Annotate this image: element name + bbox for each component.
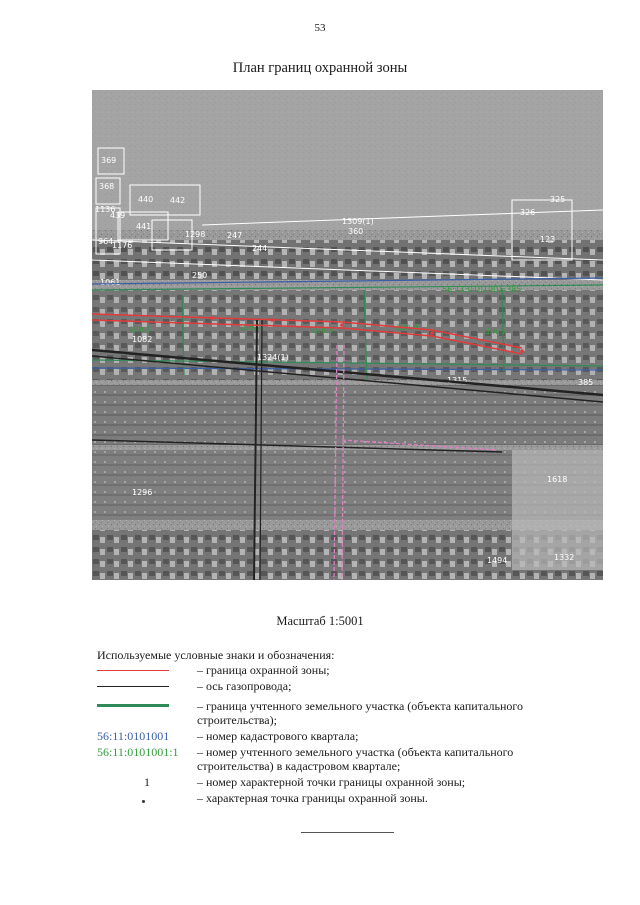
- svg-text:1324(1): 1324(1): [257, 353, 289, 362]
- svg-text:1136: 1136: [95, 205, 116, 214]
- svg-text:440: 440: [138, 195, 154, 204]
- svg-text:Шл.4: Шл.4: [397, 323, 419, 332]
- boundary-point-dot-icon: [97, 791, 197, 805]
- svg-text:325: 325: [550, 195, 566, 204]
- legend-text: – номер учтенного земельного участка (объекта капитального строительства) в кадастровом квартале;: [197, 745, 514, 773]
- page-title: План границ охранной зоны: [232, 60, 408, 76]
- svg-text:441: 441: [136, 222, 152, 231]
- cadastral-quarter-code: 56:11:0101001: [97, 729, 170, 743]
- legend-heading: Используемые условные знаки и обозначения:: [97, 648, 335, 662]
- svg-text:1298: 1298: [185, 230, 206, 239]
- legend-text: – ось газопровода;: [197, 679, 292, 693]
- legend-text: – номер кадастрового квартала;: [197, 729, 359, 743]
- footer-divider: [301, 832, 394, 833]
- svg-text:1296: 1296: [132, 488, 153, 497]
- pipeline-axis-line-symbol: [97, 679, 197, 693]
- legend-text: – характерная точка границы охранной зоны.: [197, 791, 428, 805]
- legend-item-boundary-point: [97, 791, 577, 805]
- legend-text: – граница охранной зоны;: [197, 663, 330, 677]
- svg-text:Шл.2: Шл.2: [240, 323, 262, 332]
- point-number-symbol: 1: [144, 775, 150, 789]
- svg-text:1061: 1061: [100, 278, 121, 287]
- svg-text:1618: 1618: [547, 475, 568, 484]
- svg-text:Шл.1: Шл.1: [130, 325, 152, 334]
- svg-text:368: 368: [99, 182, 115, 191]
- svg-text:326: 326: [520, 208, 536, 217]
- svg-text:244: 244: [252, 244, 268, 253]
- svg-text:Шл.3: Шл.3: [312, 326, 334, 335]
- svg-text:247: 247: [227, 231, 243, 240]
- parcel-number-code: 56:11:0101001:1: [97, 745, 179, 759]
- legend: [97, 663, 577, 807]
- page-number: 53: [314, 22, 326, 34]
- svg-text:Шл.5: Шл.5: [484, 327, 506, 336]
- legend-item-cadastral-quarter: [97, 729, 577, 743]
- svg-text:385: 385: [578, 378, 594, 387]
- svg-text:1082: 1082: [132, 335, 153, 344]
- svg-text:1309(1): 1309(1): [342, 217, 374, 226]
- svg-text:369: 369: [101, 156, 117, 165]
- svg-text:250: 250: [192, 271, 208, 280]
- legend-item-pipeline-axis: [97, 679, 577, 693]
- legend-item-parcel-number: [97, 745, 577, 773]
- svg-text:439: 439: [110, 211, 126, 220]
- svg-text:1315: 1315: [447, 376, 468, 385]
- legend-text: – номер характерной точки границы охранной зоны;: [197, 775, 466, 789]
- parcel-boundary-line-symbol: [97, 699, 197, 713]
- svg-text:1176: 1176: [112, 241, 133, 250]
- svg-text:360: 360: [348, 227, 364, 236]
- svg-text:123: 123: [540, 235, 556, 244]
- protection-zone-line-symbol: [97, 663, 197, 677]
- map-scale: Масштаб 1:5001: [276, 614, 364, 628]
- svg-text:1332: 1332: [554, 553, 575, 562]
- legend-item-parcel-boundary: [97, 699, 577, 727]
- svg-text:442: 442: [170, 196, 186, 205]
- svg-text:56:11:0101001:385: 56:11:0101001:385: [442, 285, 522, 294]
- legend-text: – граница учтенного земельного участка (объекта капитального строительства);: [197, 699, 524, 727]
- aerial-map: [92, 90, 603, 580]
- svg-text:964: 964: [98, 237, 114, 246]
- legend-item-protection-zone: [97, 663, 577, 677]
- legend-item-point-number: [97, 775, 577, 789]
- svg-text:1494: 1494: [487, 556, 508, 565]
